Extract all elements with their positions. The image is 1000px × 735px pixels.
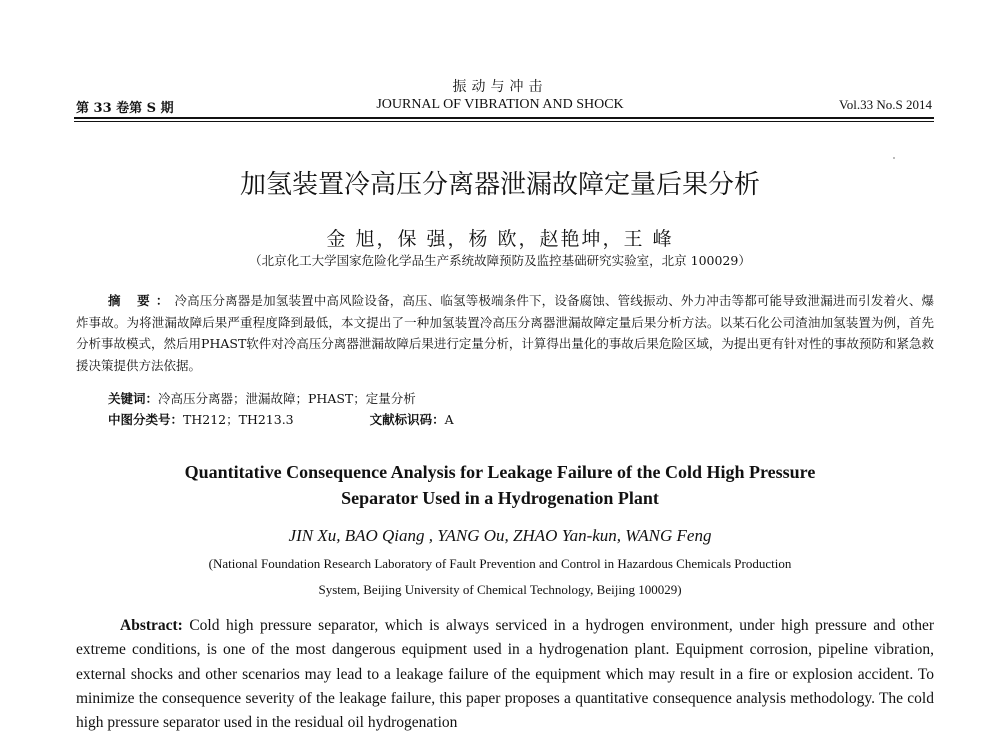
paper-title-cn: 加氢装置冷高压分离器泄漏故障定量后果分析 [239, 170, 760, 200]
abstract-en-text: Cold high pressure separator, which is always serviced in a hydrogen environment, under high pressure and other extreme conditions, is one of the most dangerous equipment used in a hydrogenation plant. Equipment corrosion, pipeline vibration, external shocks and other scenarios may lead to a leakage failure of the equipment which may result in a fire or explosion accident. To minimize the consequence severity of the leakage failure, this paper proposes a quantitative consequence analysis methodology. The cold high pressure separator used in the residual oil hydrogenation [76, 617, 934, 732]
scan-speck [893, 157, 895, 159]
clc-label: 中图分类号： [108, 412, 184, 427]
affiliation-en [0, 551, 1000, 603]
journal-name-en: JOURNAL OF VIBRATION AND SHOCK [376, 97, 624, 112]
abstract-cn-text: 冷高压分离器是加氢装置中高风险设备，高压、临氢等极端条件下，设备腐蚀、管线振动、外力冲击等都可能导致泄漏进而引发着火、爆炸事故。为将泄漏故障后果严重程度降到最低，本文提出了一种加氢装置冷高压分离器泄漏故障定量后果分析方法。以某石化公司渣油加氢装置为例，首先分析事故模式，然后用PHAST软件对冷高压分离器泄漏故障后果进行定量分析，计算得出量化的事故后果危险区域，为提出更有针对性的事故预防和紧急救援决策提供方法依据。 [76, 293, 934, 373]
doc-code-value: A [444, 412, 454, 427]
affiliation-en-line2: System, Beijing University of Chemical Technology, Beijing 100029) [318, 582, 682, 597]
abstract-cn [76, 290, 934, 376]
paper-title-en-line1: Quantitative Consequence Analysis for Leakage Failure of the Cold High Pressure [184, 462, 816, 482]
clc-value: TH212；TH213.3 [183, 412, 294, 427]
classification-row [108, 410, 454, 428]
volume-issue-cn: 第 33 卷第 S 期 [76, 101, 174, 116]
abstract-en [76, 614, 934, 735]
header-rule-thin [74, 121, 934, 122]
affiliation-cn: （北京化工大学国家危险化学品生产系统故障预防及监控基础研究实验室，北京 100029） [249, 253, 751, 268]
paper-title-en [0, 459, 1000, 511]
authors-cn: 金 旭，保 强，杨 欧，赵艳坤，王 峰 [326, 228, 674, 250]
authors-en: JIN Xu, BAO Qiang , YANG Ou, ZHAO Yan-kun, WANG Feng [288, 526, 712, 545]
doc-code-label: 文献标识码： [369, 412, 445, 427]
volume-issue-en: Vol.33 No.S 2014 [839, 97, 932, 112]
header-rule-thick [74, 117, 934, 119]
journal-name-cn: 振动与冲击 [452, 79, 548, 95]
affiliation-en-line1: (National Foundation Research Laboratory of Fault Prevention and Control in Hazardous Chemicals Production [208, 556, 792, 571]
abstract-cn-label: 摘 要： [108, 293, 175, 308]
abstract-en-label: Abstract: [120, 617, 183, 634]
keywords-cn-text: 冷高压分离器；泄漏故障；PHAST；定量分析 [158, 391, 416, 406]
paper-title-en-line2: Separator Used in a Hydrogenation Plant [341, 488, 659, 508]
keywords-cn [108, 389, 416, 407]
keywords-cn-label: 关键词： [108, 391, 159, 406]
